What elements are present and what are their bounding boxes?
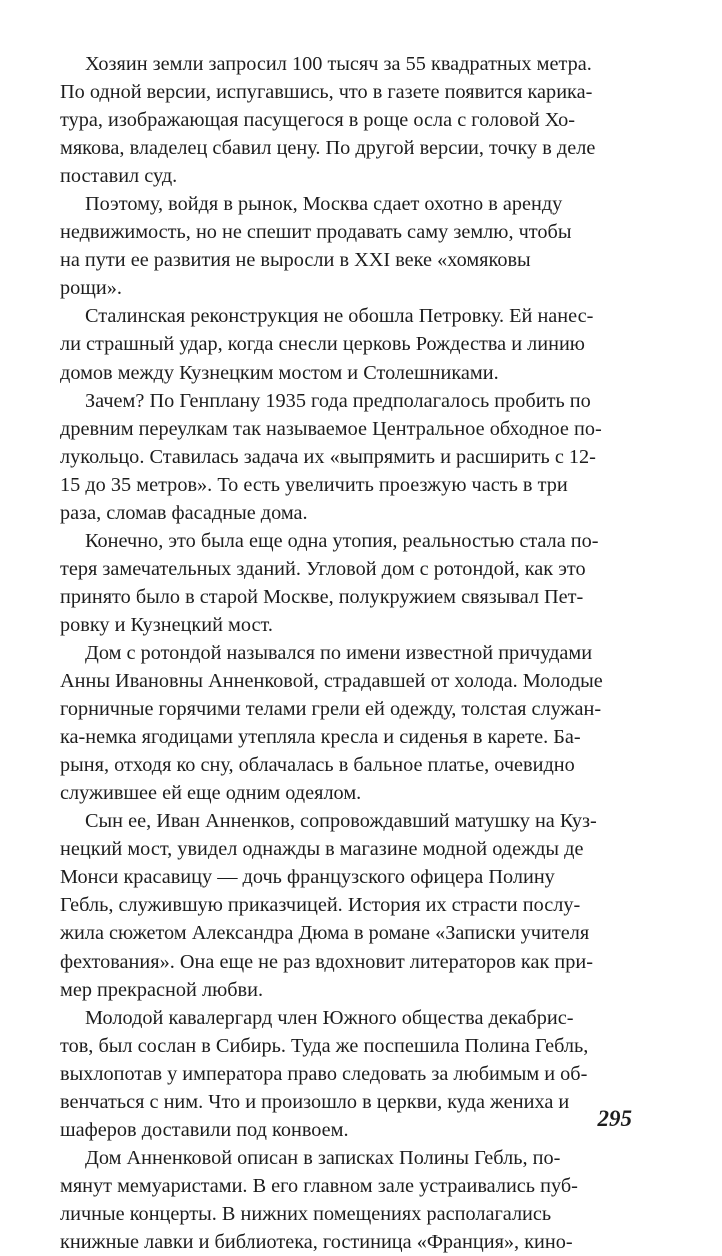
paragraph-9: Дом Анненковой описан в записках Полины Гебль, по- мянут мемуаристами. В его главном зале устраивались пуб- личные концерты. В нижних помещениях располагались книжные лавки и библиотека, гостиница «Франция», кино- — [60, 1146, 578, 1253]
paragraph-4: Зачем? По Генплану 1935 года предполагалось пробить по древним переулкам так называемое Центральное обходное по- лукольцо. Ставилась задача их «выпрямить и расширить с 12- 15 до 35 метров». То есть увеличить проезжую часть в три раза, сломав фасадные дома. — [60, 389, 602, 524]
paragraph-3: Сталинская реконструкция не обошла Петровку. Ей нанес- ли страшный удар, когда снесли церковь Рождества и линию домов между Кузнецким мостом и Столешниками. — [60, 305, 594, 384]
paragraph-8: Молодой кавалергард член Южного общества декабрис- тов, был сослан в Сибирь. Туда же поспешила Полина Гебль, выхлопотав у императора право следовать за любимым и об- венчаться с ним. Что и произошло в церкви, куда жениха и шаферов доставили под конвоем. — [60, 1006, 589, 1141]
paragraph-1: Хозяин земли запросил 100 тысяч за 55 квадратных метра. По одной версии, испугавшись, что в газете появится карика- тура, изображающая пасущегося в роще осла с головой Хо- мякова, владелец сбавил цену. По другой версии, точку в деле поставил суд. — [60, 53, 596, 188]
paragraph-6: Дом с ротондой назывался по имени известной причудами Анны Ивановны Анненковой, страдавшей от холода. Молодые горничные горячими телами грели ей одежду, толстая служан- ка-немка ягодицами утепляла кресла и сиденья в карете. Ба- рыня, отходя ко сну, облачалась в бальное платье, очевидно служившее ей еще одним одеялом. — [60, 641, 603, 805]
page-number: 295 — [597, 1106, 632, 1131]
paragraph-7: Сын ее, Иван Анненков, сопровождавший матушку на Куз- нецкий мост, увидел однажды в магазине модной одежды де Монси красавицу — дочь французского офицера Полину Гебль, служившую приказчицей. История их страсти послу- жила сюжетом Александра Дюма в романе «Записки учителя фехтования». Она еще не раз вдохновит литераторов как при- мер прекрасной любви. — [60, 810, 597, 1001]
paragraph-2: Поэтому, войдя в рынок, Москва сдает охотно в аренду недвижимость, но не спешит продавать саму землю, чтобы на пути ее развития не выросли в XXI веке «хомяковы рощи». — [60, 193, 572, 300]
paragraph-5: Конечно, это была еще одна утопия, реальностью стала по- теря замечательных зданий. Угловой дом с ротондой, как это принято было в старой Москве, полукружием связывал Пет- ровку и Кузнецкий мост. — [60, 529, 599, 636]
body-text — [60, 50, 632, 1256]
